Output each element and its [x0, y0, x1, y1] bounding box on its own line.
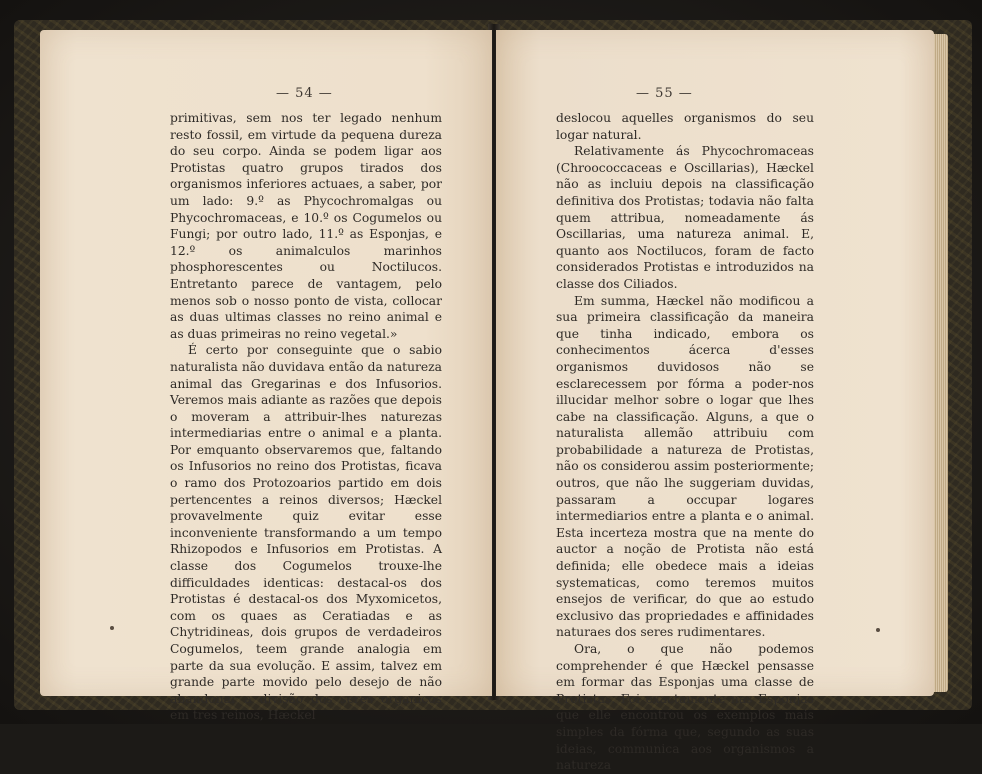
- right-page-text: [556, 110, 814, 774]
- right-page: [496, 30, 934, 773]
- paragraph: Ora, o que não podemos comprehender é que Hæckel pensasse em formar das Esponjas uma classe de Protistas. Foi exactamente nas Esponjas que elle encontrou os exemplos mais simples da fórma que, segundo as suas ideias, communica aos organismos a natureza: [556, 642, 814, 773]
- left-page-text: [170, 110, 442, 724]
- paper-speck: [876, 628, 880, 632]
- paragraph: deslocou aquelles organismos do seu logar natural.: [556, 111, 814, 142]
- page-edges: [934, 34, 948, 692]
- page-number-right: — 55 —: [636, 86, 693, 101]
- page-number-left: — 54 —: [276, 86, 333, 101]
- left-page: [40, 30, 492, 723]
- paragraph: Em summa, Hæckel não modificou a sua primeira classificação da maneira que tinha indicado, embora os conhecimentos ácerca d'esses organismos duvidosos não se esclarecessem por fórma a poder-nos illucidar melhor sobre o logar que lhes cabe na classificação. Alguns, a que o naturalista allemão attribuiu com probabilidade a natureza de Protistas, não os considerou assim posteriormente; outros, que não lhe suggeriam duvidas, passaram a occupar logares intermediarios entre a planta e o animal. Esta incerteza mostra que na mente do auctor a noção de Protista não está definida; elle obedece mais a ideias systematicas, como teremos muitos ensejos de verificar, do que ao estudo exclusivo das propriedades e affinidades naturaes dos seres rudimentares.: [556, 293, 814, 640]
- paragraph: primitivas, sem nos ter legado nenhum resto fossil, em virtude da pequena dureza do seu corpo. Ainda se podem ligar aos Protistas quatro grupos tirados dos organismos inferiores actuaes, a saber, por um lado: 9.º as Phycochromalgas ou Phycochromaceas, e 10.º os Cogumelos ou Fungi; por outro lado, 11.º as Esponjas, e 12.º os animalculos marinhos phosphorescentes ou Noctilucos. Entretanto parece de vantagem, pelo menos sob o nosso ponto de vista, collocar as duas ultimas classes no reino animal e as duas primeiras no reino vegetal.»: [170, 111, 442, 341]
- paper-speck: [110, 626, 114, 630]
- paragraph: Relativamente ás Phycochromaceas (Chroococcaceas e Oscillarias), Hæckel não as incluiu depois na classificação definitiva dos Protistas; todavia não falta quem attribua, nomeadamente ás Oscillarias, uma natureza animal. E, quanto aos Noctilucos, foram de facto considerados Protistas e introduzidos na classe dos Ciliados.: [556, 144, 814, 291]
- paragraph: É certo por conseguinte que o sabio naturalista não duvidava então da natureza animal das Gregarinas e dos Infusorios. Veremos mais adiante as razões que depois o moveram a attribuir-lhes naturezas intermediarias entre o animal e a planta. Por emquanto observaremos que, faltando os Infusorios no reino dos Protistas, ficava o ramo dos Protozoarios partido em dois pertencentes a reinos diversos; Hæckel provavelmente quiz evitar esse inconveniente transformando a um tempo Rhizopodos e Infusorios em Protistas. A classe dos Cogumelos trouxe-lhe difficuldades identicas: destacal-os dos Protistas é destacal-os dos Myxomicetos, com os quaes as Ceratiadas e as Chytridineas, dois grupos de verdadeiros Cogumelos, teem grande analogia em parte da sua evolução. E assim, talvez em grande parte movido pelo desejo de não abandonar a divisão dos seres organicos em tres reinos, Hæckel: [170, 343, 442, 723]
